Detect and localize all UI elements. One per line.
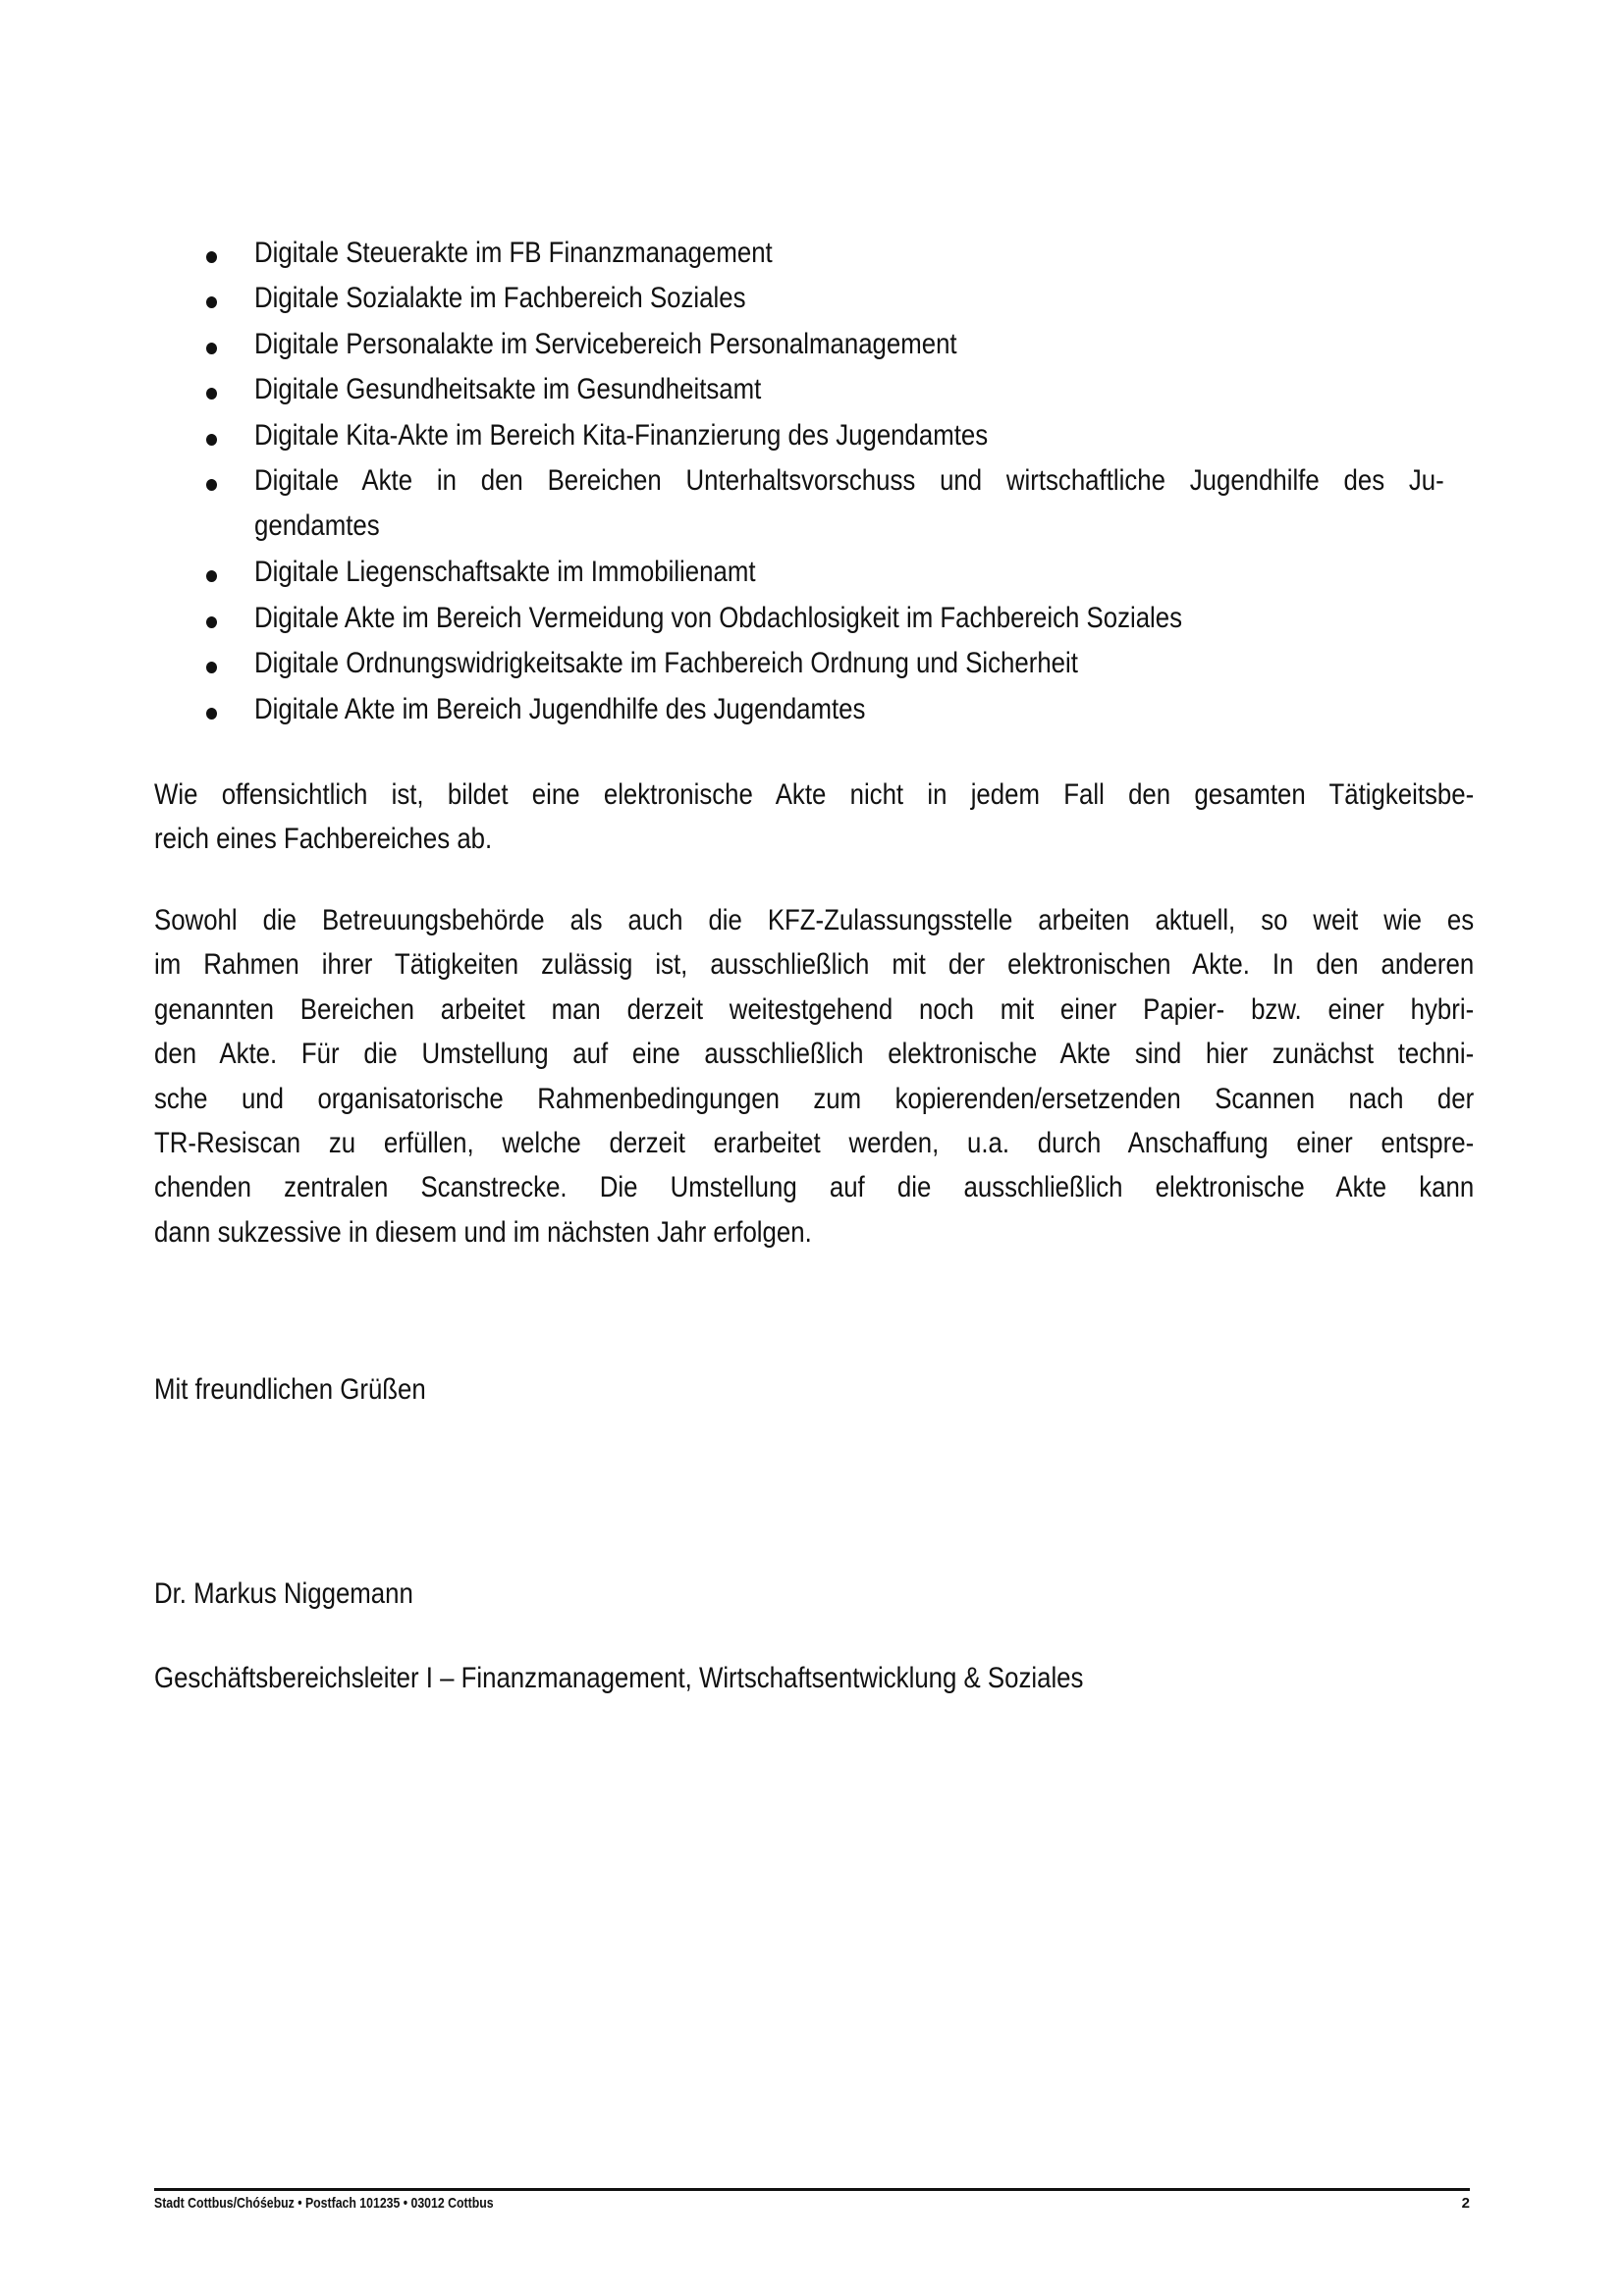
paragraph-line: reich eines Fachbereiches ab. (154, 823, 493, 855)
paragraph-line: dann sukzessive in diesem und im nächsten Jahr erfolgen. (154, 1216, 812, 1249)
signature-title: Geschäftsbereichsleiter I – Finanzmanagement, Wirtschaftsentwicklung & Soziales (154, 1662, 1084, 1694)
list-item-text: Digitale Akte in den Bereichen Unterhaltsvorschuss und wirtschaftliche Jugendhilfe des Ju- (254, 466, 1444, 497)
page-number: 2 (1461, 2195, 1470, 2212)
bullet-icon (206, 708, 217, 720)
list-item-text: Digitale Sozialakte im Fachbereich Soziales (254, 282, 746, 314)
paragraph-line: TR-Resiscan zu erfüllen, welche derzeit erarbeitet werden, u.a. durch Anschaffung einer entspre- (154, 1129, 1475, 1159)
paragraph-line: sche und organisatorische Rahmenbedingungen zum kopierenden/ersetzenden Scannen nach der (154, 1085, 1475, 1115)
paragraph-line: im Rahmen ihrer Tätigkeiten zulässig ist, ausschließlich mit der elektronischen Akte. In den anderen (154, 950, 1475, 981)
paragraph-line: Sowohl die Betreuungsbehörde als auch die KFZ-Zulassungsstelle arbeiten aktuell, so weit wie es (154, 906, 1475, 936)
list-item-text: Digitale Akte im Bereich Jugendhilfe des Jugendamtes (254, 693, 866, 725)
bullet-icon (206, 296, 217, 308)
closing-salutation: Mit freundlichen Grüßen (154, 1373, 426, 1406)
bullet-icon (206, 479, 217, 491)
bullet-icon (206, 662, 217, 673)
list-item-text: Digitale Kita-Akte im Bereich Kita-Finanzierung des Jugendamtes (254, 419, 989, 452)
signature-name: Dr. Markus Niggemann (154, 1577, 413, 1610)
list-item-text: Digitale Personalakte im Servicebereich Personalmanagement (254, 328, 957, 360)
list-item-text: Digitale Steuerakte im FB Finanzmanagement (254, 237, 773, 269)
list-item-text: Digitale Liegenschaftsakte im Immobilienamt (254, 556, 756, 588)
bullet-icon (206, 616, 217, 628)
bullet-icon (206, 570, 217, 582)
list-item-text-continuation: gendamtes (254, 509, 380, 542)
paragraph-line: genannten Bereichen arbeitet man derzeit weitestgehend noch mit einer Papier- bzw. einer hybri- (154, 995, 1475, 1026)
paragraph-line: chenden zentralen Scanstrecke. Die Umstellung auf die ausschließlich elektronische Akte kann (154, 1173, 1475, 1203)
bullet-icon (206, 434, 217, 446)
bullet-icon (206, 343, 217, 354)
footer-divider (154, 2188, 1470, 2191)
paragraph-line: Wie offensichtlich ist, bildet eine elektronische Akte nicht in jedem Fall den gesamten Tätigkeitsbe- (154, 780, 1475, 811)
bullet-icon (206, 251, 217, 263)
footer-address: Stadt Cottbus/Chóśebuz • Postfach 101235 • 03012 Cottbus (154, 2195, 494, 2212)
paragraph-line: den Akte. Für die Umstellung auf eine ausschließlich elektronische Akte sind hier zunächst techni- (154, 1040, 1475, 1070)
list-item-text: Digitale Ordnungswidrigkeitsakte im Fachbereich Ordnung und Sicherheit (254, 647, 1078, 679)
list-item-text: Digitale Akte im Bereich Vermeidung von Obdachlosigkeit im Fachbereich Soziales (254, 602, 1183, 634)
bullet-icon (206, 388, 217, 400)
list-item-text: Digitale Gesundheitsakte im Gesundheitsamt (254, 373, 762, 405)
